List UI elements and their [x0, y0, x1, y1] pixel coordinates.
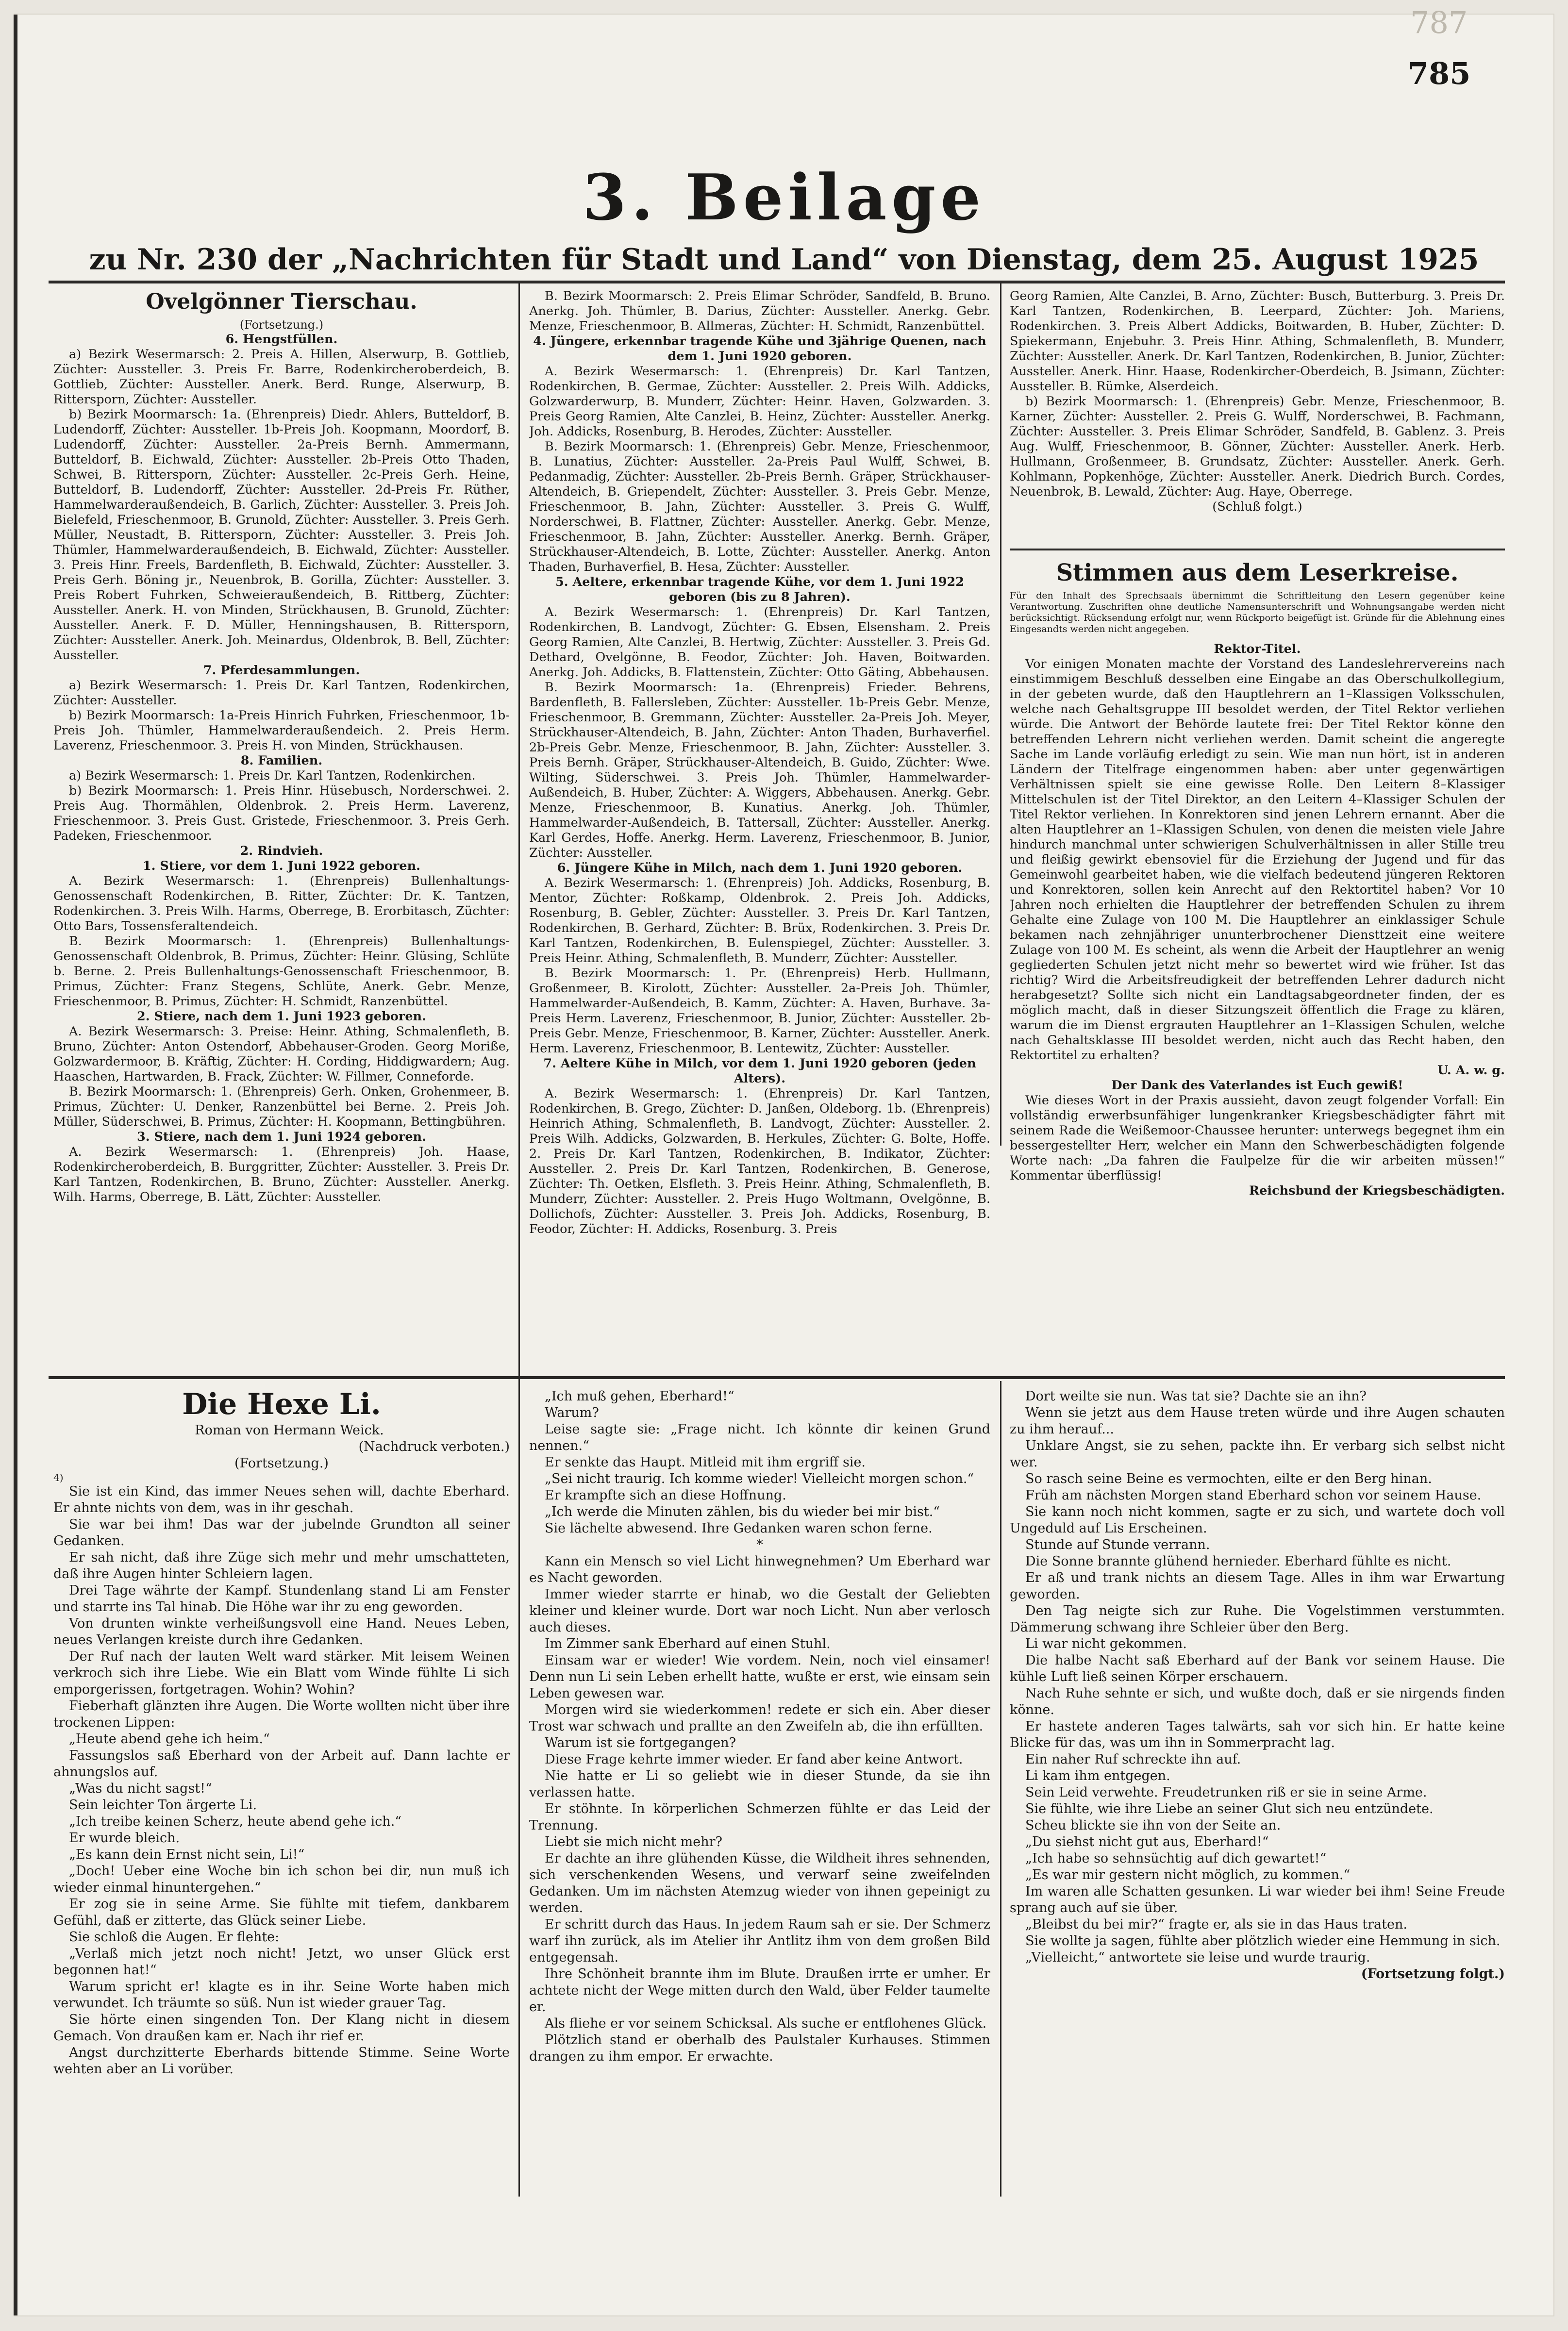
- subsection-heading: 4. Jüngere, erkennbar tragende Kühe und 3jährige Quenen, nach dem 1. Juni 1920 geboren.: [533, 334, 986, 364]
- novel-paragraph: Sie kann noch nicht kommen, sagte er zu sich, und wartete doch voll Ungeduld auf Lis Erscheinen.: [1010, 1504, 1505, 1536]
- novel-byline: Roman von Hermann Weick.: [195, 1423, 384, 1438]
- to-be-continued: (Fortsetzung folgt.): [1361, 1966, 1505, 1981]
- scene-break: *: [756, 1537, 763, 1552]
- novel-paragraph: „Es kann dein Ernst nicht sein, Li!“: [69, 1847, 305, 1862]
- section-heading: 6. Hengstfüllen.: [225, 332, 338, 347]
- header-rule: [49, 281, 1505, 283]
- novel-divider-1: [518, 1381, 520, 2197]
- novel-paragraph: „Es war mir gestern nicht möglich, zu kommen.“: [1025, 1867, 1351, 1882]
- novel-paragraph: „Bleibst du bei mir?“ fragte er, als sie in das Haus traten.: [1025, 1917, 1407, 1932]
- novel-paragraph: „Du siehst nicht gut aus, Eberhard!“: [1025, 1834, 1269, 1849]
- paragraph: B. Bezirk Moormarsch: 1. (Ehrenpreis) Gebr. Menze, Frieschenmoor, B. Lunatius, Züchter: Aussteller. 2a-Preis Paul Wulff, Schwei, B. Pedanmadig, Züchter: Aussteller. 2b-Preis Bernh. Gräper, Strückhauser-Altendeich, B. Griependelt, Züchter: Aussteller. 3. Preis Gebr. Menze, Frieschenmoor, B. Jahn, Züchter: Aussteller. 3. Preis G. Wulff, Norderschwei, B. Flattner, Züchter: Aussteller. Anerkg. Gebr. Menze, Frieschenmoor, B. Jahn, Züchter: Aussteller. Anerkg. Bernh. Gräper, Strückhauser-Altendeich, B. Lotte, Züchter: Aussteller. Anerkg. Anton Thaden, Burhaverfiel, B. Hesa, Züchter: Aussteller.: [529, 439, 990, 574]
- paragraph: a) Bezirk Wesermarsch: 1. Preis Dr. Karl Tantzen, Rodenkirchen.: [69, 768, 476, 783]
- novel-paragraph: „Ich muß gehen, Eberhard!“: [545, 1389, 734, 1404]
- novel-paragraph: „Was du nicht sagst!“: [69, 1781, 212, 1796]
- novel-paragraph: Stunde auf Stunde verrann.: [1025, 1537, 1210, 1552]
- novel-title: Die Hexe Li.: [182, 1388, 381, 1421]
- to-be-concluded: (Schluß folgt.): [1212, 500, 1302, 514]
- novel-paragraph: Warum?: [545, 1405, 599, 1420]
- novel-paragraph: Warum ist sie fortgegangen?: [545, 1735, 736, 1750]
- paragraph: a) Bezirk Wesermarsch: 1. Preis Dr. Karl Tantzen, Rodenkirchen, Züchter: Aussteller.: [53, 678, 510, 708]
- novel-paragraph: Er krampfte sich an diese Hoffnung.: [545, 1488, 786, 1503]
- novel-paragraph: Wenn sie jetzt aus dem Hause treten würde und ihre Augen schauten zu ihm herauf...: [1010, 1405, 1505, 1437]
- subsection-heading: 1. Stiere, vor dem 1. Juni 1922 geboren.: [142, 859, 421, 873]
- section-rule: [49, 1376, 1505, 1379]
- paragraph: A. Bezirk Wesermarsch: 1. (Ehrenpreis) Dr. Karl Tantzen, Rodenkirchen, B. Germae, Züchter: Aussteller. 2. Preis Wilh. Addicks, Golzwarderwurp, B. Munderr, Züchter: Heinr. Haven, Golzwarden. 3. Preis Georg Ramien, Alte Canzlei, B. Heinz, Züchter: Aussteller. Anerkg. Joh. Addicks, Rosenburg, B. Herodes, Züchter: Aussteller.: [529, 364, 990, 439]
- novel-paragraph: Li war nicht gekommen.: [1025, 1636, 1187, 1651]
- novel-paragraph: Sie schloß die Augen. Er flehte:: [69, 1930, 280, 1945]
- paragraph: b) Bezirk Moormarsch: 1a. (Ehrenpreis) Diedr. Ahlers, Butteldorf, B. Ludendorff, Züchter: Aussteller. 1b-Preis Joh. Koopmann, Moordorf, B. Ludendorff, Züchter: Aussteller. 2a-Preis Bernh. Ammermann, Butteldorf, B. Eichwald, Züchter: Aussteller. 2b-Preis Otto Thaden, Schwei, B. Rittersporn, Züchter: Aussteller. 2c-Preis Gerh. Heine, Butteldorf, B. Ludendorff, Züchter: Aussteller. 2d-Preis Fr. Rüther, Hammelwarderaußendeich, B. Garlich, Züchter: Aussteller. 3. Preis Joh. Bielefeld, Frieschenmoor, B. Grunold, Züchter: Aussteller. 3. Preis Gerh. Müller, Neustadt, B. Rittersporn, Züchter: Aussteller. 3. Preis Joh. Thümler, Hammelwarderaußendeich, B. Eichwald, Züchter: Aussteller. 3. Preis Hinr. Freels, Bardenfleth, B. Eichwald, Züchter: Aussteller. 3. Preis Gerh. Böning jr., Neuenbrok, B. Gorilla, Züchter: Aussteller. 3. Preis Robert Fuhrken, Schweieraußendeich, B. Rittberg, Züchter: Aussteller. Anerk. H. von Minden, Strückhausen, B. Grunold, Züchter: Aussteller. Anerk. F. D. Müller, Henningshausen, B. Rittersporn, Züchter: Aussteller. Anerk. Joh. Meinardus, Oldenbrok, B. Bell, Züchter: Aussteller.: [53, 407, 510, 663]
- novel-paragraph: Sie lächelte abwesend. Ihre Gedanken waren schon ferne.: [545, 1521, 933, 1536]
- letter-heading: Rektor-Titel.: [1214, 642, 1301, 656]
- novel-paragraph: „Heute abend gehe ich heim.“: [69, 1732, 270, 1747]
- paragraph: B. Bezirk Moormarsch: 1a. (Ehrenpreis) Frieder. Behrens, Bardenfleth, B. Fallersleben, Züchter: Aussteller. 1b-Preis Gebr. Menze, Frieschenmoor, B. Gremmann, Züchter: Aussteller. 2a-Preis Joh. Meyer, Strückhauser-Altendeich, B. Jahn, Züchter: Anton Thaden, Burhaverfiel. 2b-Preis Gebr. Menze, Frieschenmoor, B. Jahn, Züchter: Aussteller. 3. Preis Bernh. Gräper, Strückhauser-Altendeich, B. Guido, Züchter: Wwe. Wilting, Süderschwei. 3. Preis Joh. Thümler, Hammelwarder-Außendeich, B. Huber, Züchter: A. Wiggers, Abbehausen. Anerkg. Gebr. Menze, Frieschenmoor, B. Kunatius. Anerkg. Joh. Thümler, Hammelwarder-Außendeich, B. Tattersall, Züchter: Aussteller. Anerkg. Karl Gerdes, Hoffe. Anerkg. Herm. Laverenz, Frieschenmoor, B. Junior, Züchter: Aussteller.: [529, 680, 990, 860]
- paragraph: A. Bezirk Wesermarsch: 1. (Ehrenpreis) Dr. Karl Tantzen, Rodenkirchen, B. Grego, Züchter: D. Janßen, Oldeborg. 1b. (Ehrenpreis) Heinrich Athing, Schmalenfleth, B. Landvogt, Züchter: Aussteller. 2. Preis Wilh. Addicks, Golzwarden, B. Herkules, Züchter: G. Bolte, Hoffe. 2. Preis Dr. Karl Tantzen, Rodenkirchen, B. Indikator, Züchter: Aussteller. 2. Preis Dr. Karl Tantzen, Rodenkirchen, B. Generose, Züchter: Th. Oetken, Elsfleth. 3. Preis Heinr. Athing, Schmalenfleth, B. Munderr, Züchter: Aussteller. 2. Preis Hugo Woltmann, Ovelgönne, B. Dollichofs, Züchter: Aussteller. 3. Preis Joh. Addicks, Rosenburg, B. Feodor, Züchter: H. Addicks, Rosenburg. 3. Preis: [529, 1086, 990, 1236]
- novel-paragraph: Er aß und trank nichts an diesem Tage. Alles in ihm war Erwartung geworden.: [1010, 1570, 1505, 1602]
- novel-paragraph: Den Tag neigte sich zur Ruhe. Die Vogelstimmen verstummten. Dämmerung schwang ihre Schleier über den Berg.: [1010, 1603, 1505, 1635]
- novel-paragraph: Drei Tage währte der Kampf. Stundenlang stand Li am Fenster und starrte ins Tal hinab. Die Höhe war ihr zu eng geworden.: [53, 1583, 510, 1615]
- novel-paragraph: Er wurde bleich.: [69, 1831, 180, 1846]
- letter-text: Vor einigen Monaten machte der Vorstand des Landeslehrervereins nach einstimmigem Beschluß desselben eine Eingabe an das Oberschulkollegium, in der gebeten wurde, daß den Hauptlehrern an 1–Klassigen Volksschulen, welche nach Gehaltsgruppe III besoldet werden, der Titel Rektor verliehen würde. Die Antwort der Behörde lautete frei: Der Titel Rektor könne den betreffenden Lehrern nicht verliehen werden. Damit scheint die angeregte Sache im Lande vorläufig erledigt zu sein. Wie man nun hört, ist in anderen Ländern der Titelfrage eingenommen haben: aber unter gegenwärtigen Verhältnissen spielt sie eine gewisse Rolle. Den Leitern 8–Klassiger Mittelschulen ist der Titel Direktor, an den Leitern 4–Klassiger Schulen der Titel Rektor verliehen. In Konrektoren sind jenen Lehrern ernannt. Aber die alten Hauptlehrer an 1–Klassigen Schulen, von denen die meisten viele Jahre hindurch manchmal unter schwierigen Schulverhältnissen in aller Stille treu und fleißig gewirkt ebensoviel für die Erziehung der Jugend und für das Gemeinwohl gearbeitet haben, wie die vielfach bedeutend jüngeren Rektoren und Konrektoren, sollen kein Anrecht auf den Rektortitel haben? Vor 10 Jahren noch erhielten die Hauptlehrer der betreffenden Schulen zu ihrem Gehalte eine Zulage von 100 M. Die Hauptlehrer an einklassiger Schule bekamen nach zehnjähriger ununterbrochener Diensttzeit eine weitere Zulage von 100 M. Es scheint, als wenn die Arbeit der Hauptlehrer an wenig gegliederten Schulen jetzt nicht mehr so bewertet wird wie früher. Ist das richtig? Wird die Arbeitsfreudigkeit der betreffenden Lehrer dadurch nicht herabgesetzt? Sollte sich nicht ein Landtagsabgeordneter finden, der es möglich macht, daß in dieser Sitzungszeit öffentlich die Frage zu klären, warum die im Dienst ergrauten Hauptlehrer an 1–Klassigen Schulen, welche nach Gehaltsklasse III besoldet werden, nicht auch das Recht haben, den Rektortitel zu erhalten?: [1010, 657, 1505, 1063]
- paragraph: a) Bezirk Wesermarsch: 2. Preis A. Hillen, Alserwurp, B. Gottlieb, Züchter: Aussteller. 3. Preis Fr. Barre, Rodenkircheroberdeich, B. Gottlieb, Züchter: Aussteller. Anerk. Berd. Runge, Alserwurp, B. Rittersporn, Züchter: Aussteller.: [53, 347, 510, 407]
- letter-signature: Reichsbund der Kriegsbeschädigten.: [1249, 1183, 1505, 1198]
- novel-paragraph: Im waren alle Schatten gesunken. Li war wieder bei ihm! Seine Freude sprang auch auf sie über.: [1010, 1884, 1505, 1915]
- novel-paragraph: „Ich werde die Minuten zählen, bis du wieder bei mir bist.“: [545, 1504, 940, 1519]
- novel-column-1: [53, 1388, 510, 2194]
- continuation-note: (Fortsetzung.): [239, 318, 324, 332]
- novel-paragraph: Die halbe Nacht saß Eberhard auf der Bank vor seinem Hause. Die kühle Luft ließ seinen Körper erschauern.: [1010, 1653, 1505, 1684]
- page-binding-edge: [14, 15, 17, 2315]
- paragraph: b) Bezirk Moormarsch: 1a-Preis Hinrich Fuhrken, Frieschenmoor, 1b-Preis Joh. Thümler, Hammelwarderaußendeich. 2. Preis Herm. Laverenz, Frieschenmoor. 3. Preis H. von Minden, Strückhausen.: [53, 708, 510, 753]
- section-heading: 7. Pferdesammlungen.: [203, 663, 360, 678]
- letters-heading: Stimmen aus dem Leserkreise.: [1010, 549, 1505, 587]
- novel-paragraph: Ein naher Ruf schreckte ihn auf.: [1025, 1752, 1241, 1767]
- novel-paragraph: Er senkte das Haupt. Mitleid mit ihm ergriff sie.: [545, 1455, 866, 1470]
- novel-paragraph: Warum spricht er! klagte es in ihr. Seine Worte haben mich verwundet. Ich träumte so süß. Nun ist wieder grauer Tag.: [53, 1979, 510, 2011]
- paragraph: b) Bezirk Moormarsch: 1. (Ehrenpreis) Gebr. Menze, Frieschenmoor, B. Karner, Züchter: Aussteller. 2. Preis G. Wulff, Norderschwei, B. Fachmann, Züchter: Aussteller. 3. Preis Elimar Schröder, Sandfeld, B. Gablenz. 3. Preis Aug. Wulff, Frieschenmoor, B. Gönner, Züchter: Aussteller. Anerk. Herb. Hullmann, Großenmeer, B. Grundsatz, Züchter: Aussteller. Anerk. Gerh. Kohlmann, Popkenhöge, Züchter: Aussteller. Anerk. Diedrich Burch. Cordes, Neuenbrok, B. Lewald, Züchter: Aug. Haye, Oberrege.: [1010, 394, 1505, 499]
- paragraph: B. Bezirk Moormarsch: 1. Pr. (Ehrenpreis) Herb. Hullmann, Großenmeer, B. Kirolott, Züchter: Aussteller. 2a-Preis Joh. Thümler, Hammelwarder-Außendeich, B. Kamm, Züchter: A. Haven, Burhave. 3a-Preis Herm. Laverenz, Frieschenmoor, B. Junior, Züchter: Aussteller. 2b-Preis Gebr. Menze, Frieschenmoor, B. Karner, Züchter: Aussteller. Anerk. Herm. Laverenz, Frieschenmoor, B. Lentewitz, Züchter: Aussteller.: [529, 966, 990, 1056]
- paragraph: A. Bezirk Wesermarsch: 1. (Ehrenpreis) Joh. Addicks, Rosenburg, B. Mentor, Züchter: Roßkamp, Oldenbrok. 2. Preis Joh. Addicks, Rosenburg, B. Gebler, Züchter: Aussteller. 3. Preis Dr. Karl Tantzen, Rodenkirchen, B. Gerhard, Züchter: B. Brüx, Rodenkirchen. 3. Preis Dr. Karl Tantzen, Rodenkirchen, B. Eulenspiegel, Züchter: Aussteller. 3. Preis Heinr. Athing, Schmalenfleth, B. Munderr, Züchter: Aussteller.: [529, 876, 990, 966]
- novel-paragraph: Nie hatte er Li so geliebt wie in dieser Stunde, da sie ihn verlassen hatte.: [529, 1768, 990, 1800]
- supplement-title: 3. Beilage: [582, 160, 986, 234]
- paragraph: A. Bezirk Wesermarsch: 1. (Ehrenpreis) Joh. Haase, Rodenkircheroberdeich, B. Burggritter, Züchter: Aussteller. 3. Preis Dr. Karl Tantzen, Rodenkirchen, B. Bruno, Züchter: Aussteller. Anerkg. Wilh. Harms, Oberrege, B. Lätt, Züchter: Aussteller.: [53, 1145, 510, 1204]
- novel-paragraph: Die Sonne brannte glühend hernieder. Eberhard fühlte es nicht.: [1025, 1554, 1451, 1569]
- novel-paragraph: „Ich treibe keinen Scherz, heute abend gehe ich.“: [69, 1814, 402, 1829]
- novel-paragraph: Er schritt durch das Haus. In jedem Raum sah er sie. Der Schmerz warf ihn zurück, als im Atelier ihr Antlitz ihm von dem großen Bild entgegensah.: [529, 1917, 990, 1965]
- novel-paragraph: „Vielleicht,“ antwortete sie leise und wurde traurig.: [1025, 1950, 1370, 1965]
- novel-paragraph: Früh am nächsten Morgen stand Eberhard schon vor seinem Hause.: [1025, 1488, 1482, 1503]
- paragraph: A. Bezirk Wesermarsch: 1. (Ehrenpreis) Bullenhaltungs-Genossenschaft Rodenkirchen, B. Ritter, Züchter: Dr. K. Tantzen, Rodenkirchen. 3. Preis Wilh. Harms, Oberrege, B. Erorbitasch, Züchter: Otto Bars, Tossensferaltendeich.: [53, 874, 510, 933]
- novel-paragraph: Li kam ihm entgegen.: [1025, 1768, 1170, 1783]
- novel-paragraph: Morgen wird sie wiederkommen! redete er sich ein. Aber dieser Trost war schwach und prallte an den Zweifeln ab, die ihn erfüllten.: [529, 1702, 990, 1734]
- novel-paragraph: Sein Leid verwehte. Freudetrunken riß er sie in seine Arme.: [1025, 1785, 1427, 1800]
- section-heading: 8. Familien.: [240, 753, 323, 768]
- subsection-heading: 7. Aeltere Kühe in Milch, vor dem 1. Juni 1920 geboren (jeden Alters).: [543, 1056, 976, 1086]
- novel-paragraph: Er zog sie in seine Arme. Sie fühlte mit tiefem, dankbarem Gefühl, daß er zitterte, das Glück seiner Liebe.: [53, 1897, 510, 1928]
- novel-paragraph: „Sei nicht traurig. Ich komme wieder! Vielleicht morgen schon.“: [545, 1471, 974, 1486]
- section-heading: 2. Rindvieh.: [240, 844, 323, 858]
- novel-paragraph: Sie fühlte, wie ihre Liebe an seiner Glut sich neu entzündete.: [1025, 1801, 1434, 1816]
- novel-divider-2: [1000, 1381, 1001, 2197]
- tierschau-column-2: [529, 289, 990, 1371]
- letter-signature: U. A. w. g.: [1437, 1063, 1505, 1078]
- novel-column-2: [529, 1388, 990, 2194]
- novel-paragraph: Sie war bei ihm! Das war der jubelnde Grundton all seiner Gedanken.: [53, 1517, 510, 1548]
- novel-paragraph: Er sah nicht, daß ihre Züge sich mehr und mehr umschatteten, daß ihre Augen hinter Schleiern lagen.: [53, 1550, 510, 1582]
- novel-paragraph: Sie ist ein Kind, das immer Neues sehen will, dachte Eberhard. Er ahnte nichts von dem, was in ihr geschah.: [53, 1484, 510, 1515]
- novel-paragraph: So rasch seine Beine es vermochten, eilte er den Berg hinan.: [1025, 1471, 1432, 1486]
- novel-paragraph: Sein leichter Ton ärgerte Li.: [69, 1798, 257, 1813]
- novel-paragraph: Unklare Angst, sie zu sehen, packte ihn. Er verbarg sich selbst nicht wer.: [1010, 1438, 1505, 1470]
- novel-paragraph: Fieberhaft glänzten ihre Augen. Die Worte wollten nicht über ihre trockenen Lippen:: [53, 1698, 510, 1730]
- subsection-heading: 5. Aeltere, erkennbar tragende Kühe, vor dem 1. Juni 1922 geboren (bis zu 8 Jahren).: [555, 575, 965, 604]
- novel-paragraph: Von drunten winkte verheißungsvoll eine Hand. Neues Leben, neues Verlangen kreiste durch ihre Gedanken.: [53, 1616, 510, 1648]
- letter-heading: Der Dank des Vaterlandes ist Euch gewiß!: [1111, 1078, 1403, 1093]
- paragraph: B. Bezirk Moormarsch: 1. (Ehrenpreis) Bullenhaltungs-Genossenschaft Oldenbrok, B. Primus, Züchter: Heinr. Glüsing, Schlüte b. Berne. 2. Preis Bullenhaltungs-Genossenschaft Frieschenmoor, B. Primus, Züchter: Franz Stegens, Schlüte, Anerk. Gebr. Menze, Frieschenmoor, B. Primus, Züchter: H. Schmidt, Ranzenbüttel.: [53, 934, 510, 1009]
- novel-paragraph: „Verlaß mich jetzt noch nicht! Jetzt, wo unser Glück erst begonnen hat!“: [53, 1946, 510, 1978]
- tierschau-column-3: [1010, 289, 1505, 1371]
- novel-paragraph: Im Zimmer sank Eberhard auf einen Stuhl.: [545, 1636, 831, 1651]
- paragraph: A. Bezirk Wesermarsch: 3. Preise: Heinr. Athing, Schmalenfleth, B. Bruno, Züchter: Anton Ostendorf, Abbehauser-Groden. Georg Moriße, Golzwardermoor, B. Kräftig, Züchter: H. Cording, Hiddigwardern; Aug. Haaschen, Hartwarden, B. Frack, Züchter: W. Fillmer, Conneforde.: [53, 1024, 510, 1084]
- novel-paragraph: Immer wieder starrte er hinab, wo die Gestalt der Geliebten kleiner und kleiner wurde. Dort war noch Licht. Nun aber verlosch auch dieses.: [529, 1587, 990, 1635]
- novel-paragraph: Angst durchzitterte Eberhards bittende Stimme. Seine Worte wehten aber an Li vorüber.: [53, 2045, 510, 2077]
- letter-text: Wie dieses Wort in der Praxis aussieht, davon zeugt folgender Vorfall: Ein vollständig erwerbsunfähiger lungenkranker Kriegsbeschädigter fährt mit seinem Rade die Weißemoor-Chaussee herunter: unterwegs begegnet ihm ein bessergestellter Herr, welcher ein Mann den Schwerbeschädigten folgende Worte nach: „Da fahren die Faulpelze für die wir arbeiten müssen!“ Kommentar überflüssig!: [1010, 1093, 1505, 1183]
- novel-paragraph: Sie hörte einen singenden Ton. Der Klang nicht in diesem Gemach. Von draußen kam er. Nach ihr rief er.: [53, 2012, 510, 2044]
- novel-paragraph: Sie wollte ja sagen, fühlte aber plötzlich wieder eine Hemmung in sich.: [1025, 1933, 1501, 1948]
- novel-column-3: [1010, 1388, 1505, 2194]
- supplement-subtitle: zu Nr. 230 der „Nachrichten für Stadt und Land“ von Dienstag, dem 25. August 1925: [89, 243, 1479, 277]
- subsection-heading: 6. Jüngere Kühe in Milch, nach dem 1. Juni 1920 geboren.: [557, 861, 963, 875]
- novel-paragraph: Als fliehe er vor seinem Schicksal. Als suche er entflohenes Glück.: [545, 2016, 987, 2031]
- novel-paragraph: Kann ein Mensch so viel Licht hinwegnehmen? Um Eberhard war es Nacht geworden.: [529, 1554, 990, 1585]
- novel-paragraph: Plötzlich stand er oberhalb des Paulstaler Kurhauses. Stimmen drangen zu ihm empor. Er erwachte.: [529, 2032, 990, 2064]
- novel-paragraph: Liebt sie mich nicht mehr?: [545, 1834, 722, 1849]
- novel-paragraph: Diese Frage kehrte immer wieder. Er fand aber keine Antwort.: [545, 1752, 963, 1767]
- continuation-note: (Fortsetzung.): [234, 1456, 329, 1471]
- article-heading: Ovelgönner Tierschau.: [146, 289, 417, 314]
- paragraph: B. Bezirk Moormarsch: 2. Preis Elimar Schröder, Sandfeld, B. Bruno. Anerkg. Joh. Thümler, B. Darius, Züchter: Aussteller. Anerkg. Gebr. Menze, Frieschenmoor, B. Allmeras, Züchter: H. Schmidt, Ranzenbüttel.: [529, 289, 990, 333]
- novel-paragraph: „Doch! Ueber eine Woche bin ich schon bei dir, nun muß ich wieder einmal hinuntergehen.“: [53, 1864, 510, 1895]
- editorial-disclaimer: Für den Inhalt des Sprechsaals übernimmt die Schriftleitung den Lesern gegenüber keine Verantwortung. Zuschriften ohne deutliche Namensunterschrift und Wohnungsangabe werden nicht berücksichtigt. Rücksendung erfolgt nur, wenn Rückporto beigefügt ist. Gründe für die Ablehnung eines Eingesandts werden nicht angegeben.: [1010, 590, 1505, 634]
- installment-marker: 4): [53, 1472, 64, 1483]
- novel-paragraph: Der Ruf nach der lauten Welt ward stärker. Mit leisem Weinen verkroch sich ihre Liebe. Wie ein Blatt vom Winde fühlte Li sich emporgerissen, fortgetragen. Wohin? Wohin?: [53, 1649, 510, 1697]
- novel-paragraph: Fassungslos saß Eberhard von der Arbeit auf. Dann lachte er ahnungslos auf.: [53, 1748, 510, 1780]
- paragraph: B. Bezirk Moormarsch: 1. (Ehrenpreis) Gerh. Onken, Grohenmeer, B. Primus, Züchter: U. Denker, Ranzenbüttel bei Berne. 2. Preis Joh. Müller, Süderschwei, B. Primus, Züchter: H. Koopmann, Bettingbühren.: [53, 1084, 510, 1129]
- novel-paragraph: Dort weilte sie nun. Was tat sie? Dachte sie an ihn?: [1025, 1389, 1367, 1404]
- tierschau-column-1: [53, 289, 510, 1371]
- paragraph: b) Bezirk Moormarsch: 1. Preis Hinr. Hüsebusch, Norderschwei. 2. Preis Aug. Thormählen, Oldenbrok. 2. Preis Herm. Laverenz, Frieschenmoor. 3. Preis Gust. Gristede, Frieschenmoor. 3. Preis Gerh. Padeken, Frieschenmoor.: [53, 783, 510, 843]
- page-number-faded: 787: [1410, 5, 1468, 40]
- paragraph: A. Bezirk Wesermarsch: 1. (Ehrenpreis) Dr. Karl Tantzen, Rodenkirchen, B. Landvogt, Züchter: G. Ebsen, Elsensham. 2. Preis Georg Ramien, Alte Canzlei, B. Hertwig, Züchter: Aussteller. 3. Preis Gd. Dethard, Ovelgönne, B. Feodor, Züchter: Joh. Haven, Boitwarden. Anerkg. Joh. Addicks, B. Flattenstein, Züchter: Otto Gäting, Abbehausen.: [529, 605, 990, 680]
- novel-paragraph: Er hastete anderen Tages talwärts, sah vor sich hin. Er hatte keine Blicke für das, was um ihn in Sommerpracht lag.: [1010, 1719, 1505, 1750]
- page-number: 785: [1408, 56, 1471, 91]
- novel-paragraph: Einsam war er wieder! Wie vordem. Nein, noch viel einsamer! Denn nun Li sein Leben erhellt hatte, wußte er erst, wie einsam sein Leben gewesen war.: [529, 1653, 990, 1701]
- novel-paragraph: Er stöhnte. In körperlichen Schmerzen fühlte er das Leid der Trennung.: [529, 1801, 990, 1833]
- column-divider-2: [1000, 282, 1001, 1146]
- reprint-notice: (Nachdruck verboten.): [358, 1439, 510, 1454]
- novel-paragraph: Ihre Schönheit brannte ihm im Blute. Draußen irrte er umher. Er achtete nicht der Wege mitten durch den Wald, über Felder taumelte er.: [529, 1966, 990, 2015]
- novel-paragraph: Er dachte an ihre glühenden Küsse, die Wildheit ihres sehnenden, sich verschenkenden Wesens, und verwarf seine zweifelnden Gedanken. Um im nächsten Atemzug wieder von ihnen gepeinigt zu werden.: [529, 1851, 990, 1915]
- subsection-heading: 3. Stiere, nach dem 1. Juni 1924 geboren.: [137, 1130, 426, 1144]
- novel-paragraph: „Ich habe so sehnsüchtig auf dich gewartet!“: [1025, 1851, 1327, 1866]
- novel-paragraph: Nach Ruhe sehnte er sich, und wußte doch, daß er sie nirgends finden könne.: [1010, 1686, 1505, 1717]
- novel-paragraph: Leise sagte sie: „Frage nicht. Ich könnte dir keinen Grund nennen.“: [529, 1422, 990, 1453]
- novel-paragraph: Scheu blickte sie ihn von der Seite an.: [1025, 1818, 1281, 1833]
- subsection-heading: 2. Stiere, nach dem 1. Juni 1923 geboren.: [137, 1009, 426, 1024]
- paragraph: Georg Ramien, Alte Canzlei, B. Arno, Züchter: Busch, Butterburg. 3. Preis Dr. Karl Tantzen, Rodenkirchen, B. Leerpard, Züchter: Joh. Mariens, Rodenkirchen. 3. Preis Albert Addicks, Boitwarden, B. Huber, Züchter: D. Spiekermann, Enjebuhr. 3. Preis Hinr. Athing, Schmalenfleth, B. Munderr, Züchter: Aussteller. Anerk. Dr. Karl Tantzen, Rodenkirchen, B. Junior, Züchter: Aussteller. Anerk. Hinr. Haase, Rodenkircher-Oberdeich, B. Jsimann, Züchter: Aussteller. B. Rümke, Alserdeich.: [1010, 289, 1505, 394]
